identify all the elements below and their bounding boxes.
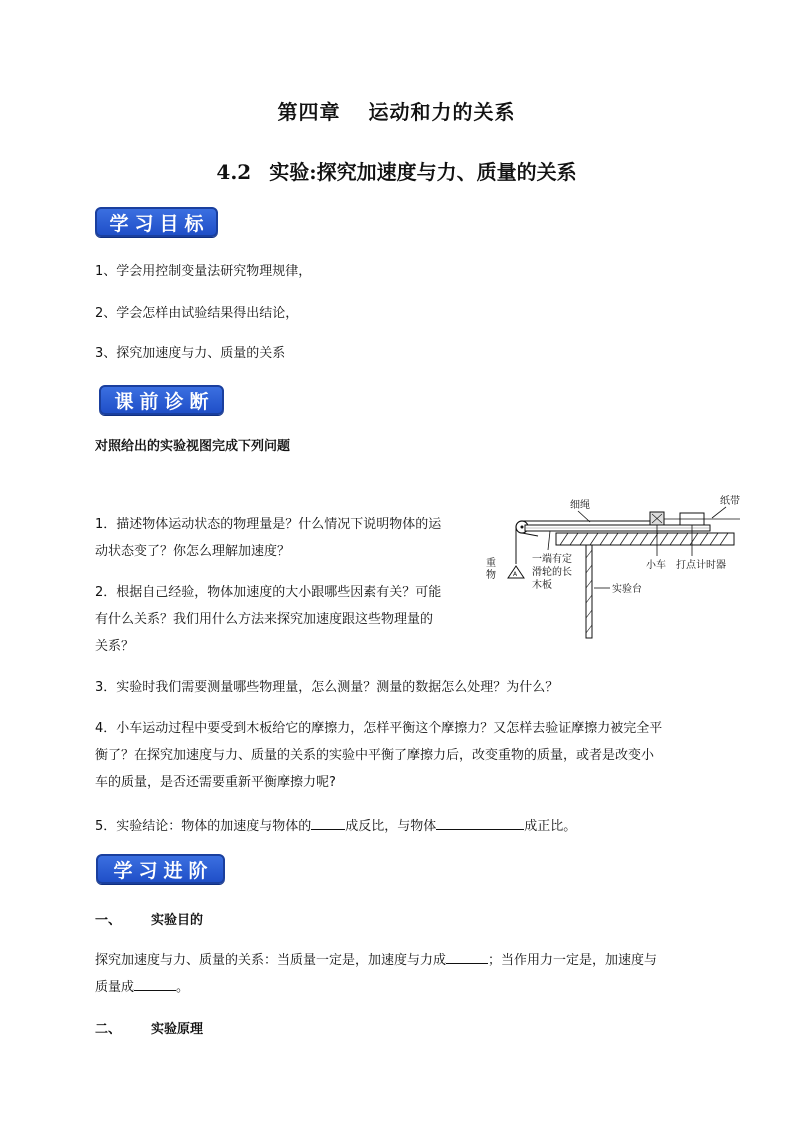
answer-blank[interactable] (311, 815, 345, 830)
lab-table-top (556, 533, 734, 545)
goal-item: 2、学会怎样由试验结果得出结论， (95, 306, 299, 321)
answer-blank[interactable] (446, 949, 488, 964)
question-1-line: 动状态变了？你怎么理解加速度？ (95, 544, 291, 559)
goals-badge: 学习目标 (95, 207, 218, 237)
label-tape: 纸带 (720, 496, 740, 507)
heading-principle (95, 1018, 203, 1037)
section-title (0, 156, 793, 185)
question-2-line: 关系？ (95, 639, 135, 654)
heading-number: 一、 (95, 913, 122, 928)
svg-text:A: A (513, 571, 518, 578)
experiment-diagram (470, 488, 750, 640)
section-number: 4.2 (216, 160, 252, 184)
label-table: 实验台 (612, 584, 642, 595)
paragraph-text: 探究加速度与力、质量的关系：当质量一定是，加速度与力成 (95, 953, 447, 968)
question-4-line: 衡了？在探究加速度与力、质量的关系的实验中平衡了摩擦力后，改变重物的质量，或者是改变小 (95, 748, 655, 763)
heading-objective (95, 909, 203, 928)
chapter-number: 第四章 (277, 100, 341, 124)
question-4-line: 4．小车运动过程中要受到木板给它的摩擦力，怎样平衡这个摩擦力？又怎样去验证摩擦力被完全平 (95, 721, 663, 736)
question-4-line: 车的质量，是否还需要重新平衡摩擦力呢? (95, 775, 336, 790)
label-weight: 重 (486, 558, 496, 569)
label-weight: 物 (486, 570, 496, 581)
label-board: 一端有定 (532, 554, 572, 565)
question-5-text: 成反比，与物体 (345, 819, 437, 834)
objective-paragraph (95, 949, 657, 970)
paragraph-text: ；当作用力一定是，加速度与 (488, 953, 658, 968)
advance-badge: 学习进阶 (96, 854, 225, 884)
goal-item: 1、学会用控制变量法研究物理规律， (95, 264, 312, 279)
question-5 (95, 815, 576, 836)
label-rope: 细绳 (570, 500, 590, 511)
question-2-line: 2．根据自己经验，物体加速度的大小跟哪些因素有关？可能 (95, 585, 442, 600)
chapter-title (0, 96, 793, 125)
question-2-line: 有什么关系？我们用什么方法来探究加速度跟这些物理量的 (95, 612, 434, 627)
diagnosis-badge: 课前诊断 (99, 385, 224, 415)
section-name: 实验:探究加速度与力、质量的关系 (269, 160, 577, 184)
label-board: 滑轮的长 (532, 567, 572, 578)
answer-blank[interactable] (134, 976, 176, 991)
lab-table-leg (586, 545, 592, 638)
goal-item: 3、探究加速度与力、质量的关系 (95, 346, 286, 361)
heading-text: 实验原理 (151, 1022, 204, 1037)
heading-number: 二、 (95, 1022, 122, 1037)
chapter-name: 运动和力的关系 (368, 100, 516, 124)
paragraph-text: 。 (176, 980, 190, 995)
answer-blank[interactable] (436, 815, 524, 830)
heading-text: 实验目的 (151, 913, 204, 928)
question-5-text: 成正比。 (524, 819, 577, 834)
question-1-line: 1．描述物体运动状态的物理量是？什么情况下说明物体的运 (95, 517, 442, 532)
diagnosis-intro: 对照给出的实验视图完成下列问题 (95, 439, 291, 454)
question-5-text: 5．实验结论：物体的加速度与物体的 (95, 819, 312, 834)
objective-paragraph (95, 976, 189, 997)
label-board: 木板 (532, 580, 552, 591)
question-3: 3．实验时我们需要测量哪些物理量，怎么测量？测量的数据怎么处理？为什么？ (95, 680, 559, 695)
label-timer: 打点计时器 (676, 560, 726, 571)
paragraph-text: 质量成 (95, 980, 135, 995)
label-cart: 小车 (646, 560, 666, 571)
